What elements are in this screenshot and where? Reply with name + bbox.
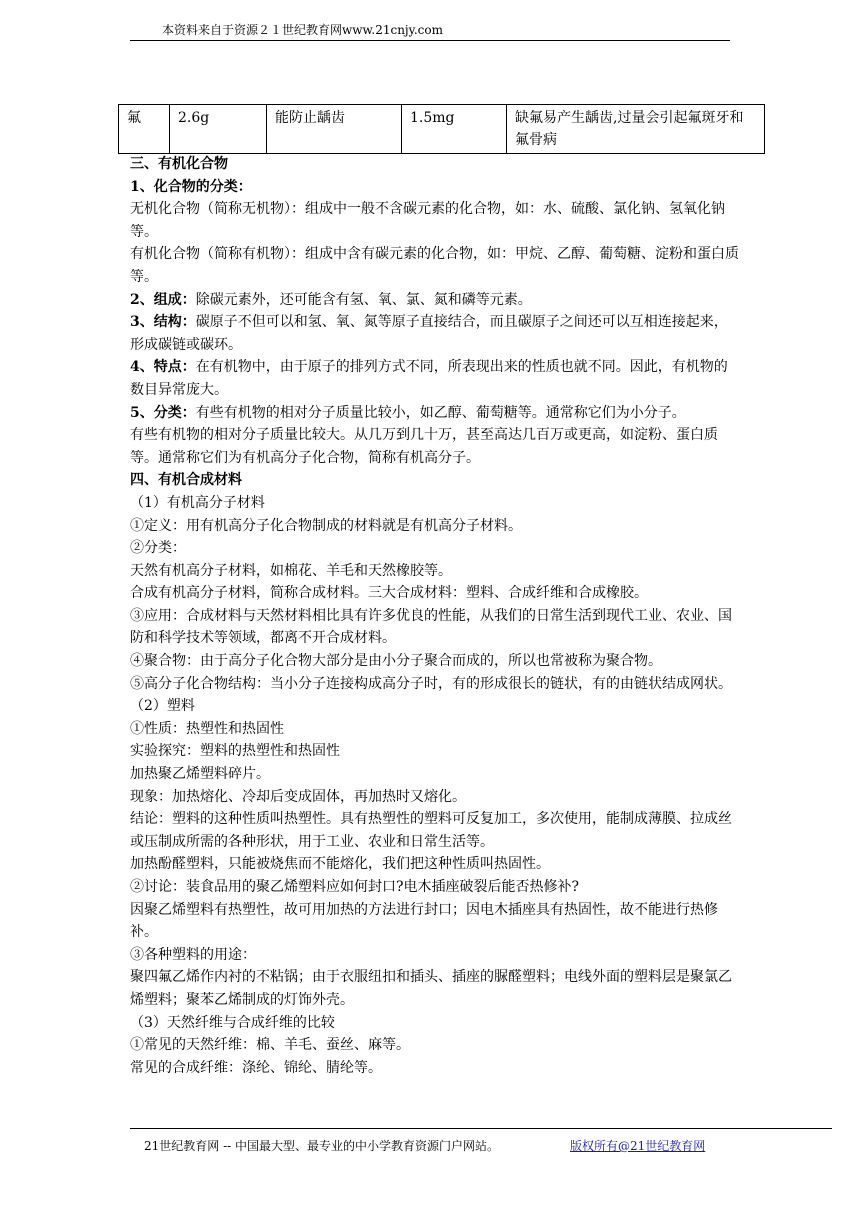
paragraph-text: （3）天然纤维与合成纤维的比较 — [130, 1014, 335, 1031]
table-cell: 缺氟易产生龋齿,过量会引起氟斑牙和氟骨病 — [507, 105, 765, 154]
paragraph — [130, 944, 740, 967]
element-table — [118, 104, 765, 154]
paragraph — [130, 808, 740, 853]
paragraph — [130, 673, 740, 696]
paragraph-text: 常见的合成纤维：涤纶、锦纶、腈纶等。 — [130, 1059, 382, 1076]
paragraph — [130, 718, 740, 741]
paragraph-text: 合成有机高分子材料，简称合成材料。三大合成材料：塑料、合成纤维和合成橡胶。 — [130, 585, 648, 602]
paragraph — [130, 424, 740, 469]
paragraph-text: （2）塑料 — [130, 698, 195, 715]
table-cell: 氟 — [119, 105, 170, 154]
paragraph-text: 现象：加热熔化、冷却后变成固体，再加热时又熔化。 — [130, 788, 466, 805]
paragraph-text: ③各种塑料的用途： — [130, 946, 256, 963]
paragraph — [130, 311, 740, 356]
paragraph-text: ①性质：热塑性和热固性 — [130, 720, 284, 737]
paragraph-text: ①常见的天然纤维：棉、羊毛、蚕丝、麻等。 — [130, 1037, 410, 1054]
table-cell: 1.5mg — [402, 105, 507, 154]
document-body — [130, 153, 740, 1079]
paragraph — [130, 786, 740, 809]
paragraph-text: 有些有机物的相对分子质量比较大。从几万到几十万，甚至高达几百万或更高，如淀粉、蛋白质等。通常称它们为有机高分子化合物，简称有机高分子。 — [130, 427, 718, 466]
paragraph-heading: 5、分类： — [130, 404, 196, 421]
paragraph-heading: 三、有机化合物 — [130, 156, 228, 172]
paragraph-text: ②分类： — [130, 540, 186, 557]
paragraph — [130, 899, 740, 944]
paragraph — [130, 469, 740, 492]
footer-divider — [130, 1128, 832, 1129]
paragraph-heading: 4、特点： — [130, 359, 196, 376]
paragraph-text: 聚四氟乙烯作内衬的不粘锅；由于衣服纽扣和插头、插座的脲醛塑料；电线外面的塑料层是聚氯乙烯塑料；聚苯乙烯制成的灯饰外壳。 — [130, 969, 732, 1008]
paragraph — [130, 560, 740, 583]
paragraph — [130, 176, 740, 199]
paragraph — [130, 153, 740, 176]
paragraph-text: ④聚合物：由于高分子化合物大部分是由小分子聚合而成的，所以也常被称为聚合物。 — [130, 653, 662, 670]
copyright-link[interactable]: 版权所有@21世纪教育网 — [570, 1139, 706, 1153]
paragraph — [130, 1012, 740, 1035]
paragraph — [130, 695, 740, 718]
paragraph — [130, 763, 740, 786]
paragraph — [130, 515, 740, 538]
paragraph-text: 有些有机物的相对分子质量比较小，如乙醇、葡萄糖等。通常称它们为小分子。 — [195, 404, 686, 421]
paragraph-text: ⑤高分子化合物结构：当小分子连接构成高分子时，有的形成很长的链状，有的由链状结成网状。 — [130, 675, 732, 692]
paragraph — [130, 1034, 740, 1057]
paragraph-text: 天然有机高分子材料，如棉花、羊毛和天然橡胶等。 — [130, 562, 452, 579]
paragraph — [130, 243, 740, 288]
paragraph-text: 有机化合物（简称有机物）：组成中含有碳元素的化合物，如：甲烷、乙醇、葡萄糖、淀粉和蛋白质等。 — [130, 246, 739, 285]
paragraph-text: 结论：塑料的这种性质叫热塑性。具有热塑性的塑料可反复加工，多次使用，能制成薄膜、拉成丝或压制成所需的各种形状，用于工业、农业和日常生活等。 — [130, 811, 732, 850]
paragraph — [130, 605, 740, 650]
paragraph — [130, 289, 740, 312]
paragraph-text: 因聚乙烯塑料有热塑性，故可用加热的方法进行封口；因电木插座具有热固性，故不能进行热修补。 — [130, 901, 718, 941]
paragraph-text: 加热聚乙烯塑料碎片。 — [130, 766, 270, 783]
paragraph-heading: 四、有机合成材料 — [130, 472, 242, 489]
paragraph — [130, 876, 740, 899]
paragraph-heading: 1、化合物的分类： — [130, 178, 252, 195]
paragraph — [130, 492, 740, 515]
paragraph-heading: 2、组成： — [130, 291, 196, 308]
paragraph — [130, 402, 740, 425]
paragraph-text: 在有机物中，由于原子的排列方式不同，所表现出来的性质也就不同。因此，有机物的数目异常庞大。 — [130, 359, 728, 398]
paragraph-text: ③应用：合成材料与天然材料相比具有许多优良的性能，从我们的日常生活到现代工业、农业、国防和科学技术等领域，都离不开合成材料。 — [130, 607, 732, 647]
header-text: 本资料来自于资源２１世纪教育网www.21cnjy.com — [162, 23, 443, 37]
paragraph — [130, 966, 740, 1011]
paragraph — [130, 853, 740, 876]
paragraph-text: ②讨论：装食品用的聚乙烯塑料应如何封口?电木插座破裂后能否热修补? — [130, 879, 580, 895]
paragraph-text: 实验探究：塑料的热塑性和热固性 — [130, 743, 340, 760]
paragraph-text: 除碳元素外，还可能含有氢、氧、氯、氮和磷等元素。 — [195, 291, 532, 308]
paragraph-heading: 3、结构： — [130, 314, 196, 331]
paragraph — [130, 650, 740, 673]
paragraph-text: 无机化合物（简称无机物）：组成中一般不含碳元素的化合物，如：水、硫酸、氯化钠、氢氧化钠等。 — [130, 201, 725, 240]
paragraph-text: （1）有机高分子材料 — [130, 494, 265, 511]
paragraph — [130, 1057, 740, 1080]
page-header — [130, 22, 730, 41]
table-row — [119, 105, 765, 154]
paragraph — [130, 740, 740, 763]
paragraph — [130, 537, 740, 560]
paragraph-text: ①定义：用有机高分子化合物制成的材料就是有机高分子材料。 — [130, 517, 522, 534]
paragraph — [130, 356, 740, 401]
table-cell: 能防止龋齿 — [267, 105, 402, 154]
paragraph — [130, 582, 740, 605]
paragraph-text: 碳原子不但可以和氢、氧、氮等原子直接结合，而且碳原子之间还可以互相连接起来，形成碳链或碳环。 — [130, 314, 728, 353]
table-cell: 2.6g — [170, 105, 267, 154]
paragraph-text: 加热酚醛塑料，只能被烧焦而不能熔化，我们把这种性质叫热固性。 — [130, 856, 550, 873]
footer-text: 21世纪教育网 -- 中国最大型、最专业的中小学教育资源门户网站。 — [144, 1139, 500, 1153]
paragraph — [130, 198, 740, 243]
